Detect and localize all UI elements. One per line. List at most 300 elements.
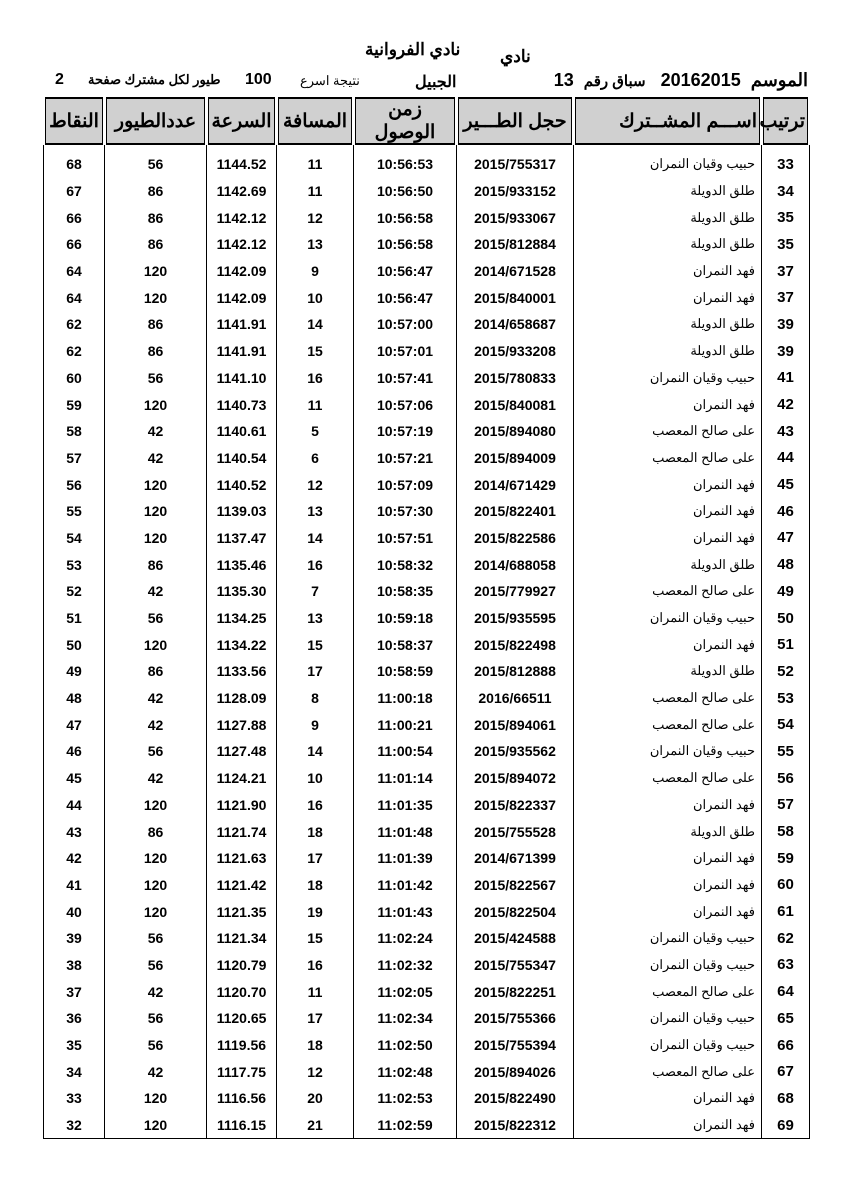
rank-cell: 66 xyxy=(762,1032,810,1059)
participant-name-cell: فهد النمران xyxy=(574,1112,762,1139)
points-cell: 57 xyxy=(44,445,105,472)
distance-cell: 18 xyxy=(277,818,354,845)
speed-cell: 1121.90 xyxy=(207,792,277,819)
bird-count-cell: 42 xyxy=(105,418,207,445)
distance-cell: 15 xyxy=(277,631,354,658)
points-cell: 41 xyxy=(44,872,105,899)
arrival-time-cell: 10:57:21 xyxy=(354,445,457,472)
per-member-label: طيور لكل مشترك صفحة xyxy=(88,72,221,87)
distance-cell: 18 xyxy=(277,872,354,899)
table-row xyxy=(44,311,810,338)
table-row xyxy=(44,1112,810,1139)
speed-cell: 1140.73 xyxy=(207,391,277,418)
ring-number-cell: 2015/933152 xyxy=(457,178,574,205)
speed-cell: 1120.79 xyxy=(207,952,277,979)
distance-cell: 10 xyxy=(277,284,354,311)
rank-cell: 41 xyxy=(762,365,810,392)
distance-cell: 12 xyxy=(277,471,354,498)
points-cell: 51 xyxy=(44,605,105,632)
speed-cell: 1116.15 xyxy=(207,1112,277,1139)
column-header-speed: السرعة xyxy=(207,98,277,145)
table-row xyxy=(44,978,810,1005)
distance-cell: 15 xyxy=(277,338,354,365)
distance-cell: 17 xyxy=(277,845,354,872)
ring-number-cell: 2015/894072 xyxy=(457,765,574,792)
speed-cell: 1133.56 xyxy=(207,658,277,685)
column-header-arrival-time: زمن الوصول xyxy=(354,98,457,145)
distance-cell: 15 xyxy=(277,925,354,952)
fastest-count: 100 xyxy=(245,71,272,88)
speed-cell: 1142.09 xyxy=(207,284,277,311)
distance-cell: 6 xyxy=(277,445,354,472)
points-cell: 66 xyxy=(44,231,105,258)
table-row xyxy=(44,338,810,365)
points-cell: 60 xyxy=(44,365,105,392)
ring-number-cell: 2015/933208 xyxy=(457,338,574,365)
ring-number-cell: 2015/822504 xyxy=(457,898,574,925)
bird-count-cell: 56 xyxy=(105,1032,207,1059)
bird-count-cell: 42 xyxy=(105,685,207,712)
rank-cell: 39 xyxy=(762,338,810,365)
arrival-time-cell: 10:56:50 xyxy=(354,178,457,205)
results-table xyxy=(42,97,811,1139)
rank-cell: 39 xyxy=(762,311,810,338)
bird-count-cell: 86 xyxy=(105,818,207,845)
column-header-rank: ترتيب xyxy=(762,98,810,145)
speed-cell: 1134.25 xyxy=(207,605,277,632)
rank-cell: 33 xyxy=(762,145,810,178)
participant-name-cell: فهد النمران xyxy=(574,498,762,525)
points-cell: 46 xyxy=(44,738,105,765)
participant-name-cell: طلق الدويلة xyxy=(574,658,762,685)
table-row xyxy=(44,631,810,658)
distance-cell: 11 xyxy=(277,978,354,1005)
table-row xyxy=(44,765,810,792)
speed-cell: 1141.91 xyxy=(207,338,277,365)
speed-cell: 1135.30 xyxy=(207,578,277,605)
table-row xyxy=(44,952,810,979)
bird-count-cell: 56 xyxy=(105,365,207,392)
distance-cell: 18 xyxy=(277,1032,354,1059)
table-row xyxy=(44,551,810,578)
speed-cell: 1116.56 xyxy=(207,1085,277,1112)
arrival-time-cell: 11:02:48 xyxy=(354,1058,457,1085)
participant-name-cell: فهد النمران xyxy=(574,1085,762,1112)
bird-count-cell: 120 xyxy=(105,898,207,925)
bird-count-cell: 120 xyxy=(105,631,207,658)
table-row xyxy=(44,204,810,231)
race-number: 13 xyxy=(553,70,574,90)
ring-number-cell: 2015/812888 xyxy=(457,658,574,685)
ring-number-cell: 2014/671399 xyxy=(457,845,574,872)
speed-cell: 1140.52 xyxy=(207,471,277,498)
rank-cell: 65 xyxy=(762,1005,810,1032)
speed-cell: 1137.47 xyxy=(207,525,277,552)
points-cell: 35 xyxy=(44,1032,105,1059)
points-cell: 64 xyxy=(44,258,105,285)
points-cell: 66 xyxy=(44,204,105,231)
table-row xyxy=(44,792,810,819)
points-cell: 62 xyxy=(44,311,105,338)
participant-name-cell: حبيب وقيان النمران xyxy=(574,1005,762,1032)
ring-number-cell: 2015/755317 xyxy=(457,145,574,178)
rank-cell: 60 xyxy=(762,872,810,899)
arrival-time-cell: 10:57:51 xyxy=(354,525,457,552)
distance-cell: 5 xyxy=(277,418,354,445)
points-cell: 34 xyxy=(44,1058,105,1085)
rank-cell: 45 xyxy=(762,471,810,498)
distance-cell: 11 xyxy=(277,145,354,178)
speed-cell: 1121.35 xyxy=(207,898,277,925)
rank-cell: 64 xyxy=(762,978,810,1005)
points-cell: 36 xyxy=(44,1005,105,1032)
participant-name-cell: فهد النمران xyxy=(574,898,762,925)
distance-cell: 13 xyxy=(277,498,354,525)
bird-count-cell: 56 xyxy=(105,145,207,178)
distance-cell: 17 xyxy=(277,1005,354,1032)
rank-cell: 59 xyxy=(762,845,810,872)
arrival-time-cell: 11:00:18 xyxy=(354,685,457,712)
rank-cell: 62 xyxy=(762,925,810,952)
participant-name-cell: طلق الدويلة xyxy=(574,178,762,205)
rank-cell: 46 xyxy=(762,498,810,525)
rank-cell: 43 xyxy=(762,418,810,445)
points-cell: 68 xyxy=(44,145,105,178)
participant-name-cell: فهد النمران xyxy=(574,872,762,899)
bird-count-cell: 120 xyxy=(105,498,207,525)
participant-name-cell: حبيب وقيان النمران xyxy=(574,365,762,392)
rank-cell: 42 xyxy=(762,391,810,418)
distance-cell: 11 xyxy=(277,391,354,418)
column-header-participant-name: اســـم المشــترك xyxy=(574,98,762,145)
arrival-time-cell: 10:58:59 xyxy=(354,658,457,685)
header-row xyxy=(44,98,810,145)
speed-cell: 1127.88 xyxy=(207,711,277,738)
speed-cell: 1140.54 xyxy=(207,445,277,472)
bird-count-cell: 42 xyxy=(105,711,207,738)
rank-cell: 50 xyxy=(762,605,810,632)
distance-cell: 16 xyxy=(277,792,354,819)
table-row xyxy=(44,685,810,712)
speed-cell: 1121.63 xyxy=(207,845,277,872)
rank-cell: 69 xyxy=(762,1112,810,1139)
arrival-time-cell: 10:56:53 xyxy=(354,145,457,178)
column-header-distance: المسافة xyxy=(277,98,354,145)
table-row xyxy=(44,284,810,311)
table-row xyxy=(44,525,810,552)
ring-number-cell: 2015/755347 xyxy=(457,952,574,979)
table-row xyxy=(44,605,810,632)
speed-cell: 1135.46 xyxy=(207,551,277,578)
speed-cell: 1120.70 xyxy=(207,978,277,1005)
arrival-time-cell: 11:01:48 xyxy=(354,818,457,845)
table-row xyxy=(44,365,810,392)
rank-cell: 58 xyxy=(762,818,810,845)
points-cell: 62 xyxy=(44,338,105,365)
ring-number-cell: 2016/66511 xyxy=(457,685,574,712)
points-cell: 52 xyxy=(44,578,105,605)
speed-cell: 1139.03 xyxy=(207,498,277,525)
bird-count-cell: 120 xyxy=(105,1112,207,1139)
rank-cell: 57 xyxy=(762,792,810,819)
table-row xyxy=(44,231,810,258)
rank-cell: 35 xyxy=(762,204,810,231)
speed-cell: 1120.65 xyxy=(207,1005,277,1032)
points-cell: 33 xyxy=(44,1085,105,1112)
ring-number-cell: 2015/935562 xyxy=(457,738,574,765)
participant-name-cell: طلق الدويلة xyxy=(574,231,762,258)
arrival-time-cell: 11:01:42 xyxy=(354,872,457,899)
bird-count-cell: 56 xyxy=(105,738,207,765)
bird-count-cell: 120 xyxy=(105,872,207,899)
bird-count-cell: 120 xyxy=(105,1085,207,1112)
ring-number-cell: 2014/671429 xyxy=(457,471,574,498)
table-row xyxy=(44,145,810,178)
distance-cell: 19 xyxy=(277,898,354,925)
arrival-time-cell: 11:01:43 xyxy=(354,898,457,925)
points-cell: 32 xyxy=(44,1112,105,1139)
table-row xyxy=(44,445,810,472)
arrival-time-cell: 10:56:58 xyxy=(354,231,457,258)
distance-cell: 21 xyxy=(277,1112,354,1139)
ring-number-cell: 2015/822251 xyxy=(457,978,574,1005)
participant-name-cell: طلق الدويلة xyxy=(574,551,762,578)
ring-number-cell: 2015/894026 xyxy=(457,1058,574,1085)
bird-count-cell: 120 xyxy=(105,258,207,285)
speed-cell: 1141.10 xyxy=(207,365,277,392)
ring-number-cell: 2015/822337 xyxy=(457,792,574,819)
bird-count-cell: 56 xyxy=(105,952,207,979)
rank-cell: 52 xyxy=(762,658,810,685)
speed-cell: 1121.42 xyxy=(207,872,277,899)
distance-cell: 11 xyxy=(277,178,354,205)
distance-cell: 12 xyxy=(277,204,354,231)
rank-cell: 48 xyxy=(762,551,810,578)
table-row xyxy=(44,471,810,498)
speed-cell: 1140.61 xyxy=(207,418,277,445)
participant-name-cell: طلق الدويلة xyxy=(574,338,762,365)
speed-cell: 1142.12 xyxy=(207,231,277,258)
rank-cell: 67 xyxy=(762,1058,810,1085)
arrival-time-cell: 10:58:32 xyxy=(354,551,457,578)
page-number: 2 xyxy=(55,71,64,88)
points-cell: 37 xyxy=(44,978,105,1005)
participant-name-cell: حبيب وقيان النمران xyxy=(574,1032,762,1059)
participant-name-cell: فهد النمران xyxy=(574,391,762,418)
participant-name-cell: على صالح المعصب xyxy=(574,1058,762,1085)
bird-count-cell: 42 xyxy=(105,765,207,792)
bird-count-cell: 86 xyxy=(105,204,207,231)
arrival-time-cell: 10:57:19 xyxy=(354,418,457,445)
table-row xyxy=(44,578,810,605)
speed-cell: 1141.91 xyxy=(207,311,277,338)
points-cell: 39 xyxy=(44,925,105,952)
ring-number-cell: 2015/812884 xyxy=(457,231,574,258)
arrival-time-cell: 11:02:34 xyxy=(354,1005,457,1032)
participant-name-cell: طلق الدويلة xyxy=(574,818,762,845)
points-cell: 47 xyxy=(44,711,105,738)
ring-number-cell: 2015/424588 xyxy=(457,925,574,952)
arrival-time-cell: 10:57:09 xyxy=(354,471,457,498)
bird-count-cell: 86 xyxy=(105,338,207,365)
arrival-time-cell: 11:02:53 xyxy=(354,1085,457,1112)
points-cell: 67 xyxy=(44,178,105,205)
arrival-time-cell: 10:57:00 xyxy=(354,311,457,338)
ring-number-cell: 2015/822401 xyxy=(457,498,574,525)
bird-count-cell: 86 xyxy=(105,311,207,338)
table-row xyxy=(44,738,810,765)
season-line xyxy=(554,70,808,91)
distance-cell: 16 xyxy=(277,365,354,392)
ring-number-cell: 2015/755394 xyxy=(457,1032,574,1059)
rank-cell: 37 xyxy=(762,258,810,285)
arrival-time-cell: 10:56:47 xyxy=(354,258,457,285)
ring-number-cell: 2015/840001 xyxy=(457,284,574,311)
table-row xyxy=(44,658,810,685)
arrival-time-cell: 10:59:18 xyxy=(354,605,457,632)
participant-name-cell: حبيب وقيان النمران xyxy=(574,738,762,765)
arrival-time-cell: 10:57:41 xyxy=(354,365,457,392)
bird-count-cell: 86 xyxy=(105,551,207,578)
distance-cell: 12 xyxy=(277,1058,354,1085)
ring-number-cell: 2014/658687 xyxy=(457,311,574,338)
points-cell: 48 xyxy=(44,685,105,712)
participant-name-cell: على صالح المعصب xyxy=(574,418,762,445)
distance-cell: 14 xyxy=(277,525,354,552)
race-location: الجبيل xyxy=(415,74,457,91)
points-cell: 44 xyxy=(44,792,105,819)
ring-number-cell: 2014/671528 xyxy=(457,258,574,285)
ring-number-cell: 2015/779927 xyxy=(457,578,574,605)
bird-count-cell: 120 xyxy=(105,284,207,311)
club-name: نادي الفروانية xyxy=(365,40,461,59)
rank-cell: 47 xyxy=(762,525,810,552)
arrival-time-cell: 10:58:35 xyxy=(354,578,457,605)
distance-cell: 8 xyxy=(277,685,354,712)
rank-cell: 55 xyxy=(762,738,810,765)
arrival-time-cell: 10:58:37 xyxy=(354,631,457,658)
bird-count-cell: 56 xyxy=(105,1005,207,1032)
table-row xyxy=(44,711,810,738)
rank-cell: 44 xyxy=(762,445,810,472)
club-label: نادي xyxy=(500,47,531,66)
table-row xyxy=(44,258,810,285)
participant-name-cell: على صالح المعصب xyxy=(574,711,762,738)
points-cell: 42 xyxy=(44,845,105,872)
arrival-time-cell: 11:01:39 xyxy=(354,845,457,872)
points-cell: 53 xyxy=(44,551,105,578)
distance-cell: 20 xyxy=(277,1085,354,1112)
distance-cell: 14 xyxy=(277,311,354,338)
arrival-time-cell: 11:00:21 xyxy=(354,711,457,738)
bird-count-cell: 56 xyxy=(105,605,207,632)
ring-number-cell: 2015/755528 xyxy=(457,818,574,845)
points-cell: 56 xyxy=(44,471,105,498)
distance-cell: 9 xyxy=(277,258,354,285)
bird-count-cell: 120 xyxy=(105,792,207,819)
table-row xyxy=(44,1005,810,1032)
speed-cell: 1142.69 xyxy=(207,178,277,205)
bird-count-cell: 56 xyxy=(105,925,207,952)
participant-name-cell: على صالح المعصب xyxy=(574,765,762,792)
arrival-time-cell: 10:57:06 xyxy=(354,391,457,418)
speed-cell: 1121.34 xyxy=(207,925,277,952)
participant-name-cell: فهد النمران xyxy=(574,471,762,498)
participant-name-cell: على صالح المعصب xyxy=(574,445,762,472)
ring-number-cell: 2015/935595 xyxy=(457,605,574,632)
ring-number-cell: 2015/894009 xyxy=(457,445,574,472)
table-row xyxy=(44,1032,810,1059)
speed-cell: 1127.48 xyxy=(207,738,277,765)
distance-cell: 13 xyxy=(277,231,354,258)
rank-cell: 68 xyxy=(762,1085,810,1112)
rank-cell: 54 xyxy=(762,711,810,738)
points-cell: 45 xyxy=(44,765,105,792)
distance-cell: 7 xyxy=(277,578,354,605)
ring-number-cell: 2015/894080 xyxy=(457,418,574,445)
table-row xyxy=(44,845,810,872)
points-cell: 64 xyxy=(44,284,105,311)
distance-cell: 16 xyxy=(277,551,354,578)
speed-cell: 1119.56 xyxy=(207,1032,277,1059)
rank-cell: 51 xyxy=(762,631,810,658)
points-cell: 50 xyxy=(44,631,105,658)
rank-cell: 56 xyxy=(762,765,810,792)
arrival-time-cell: 11:02:50 xyxy=(354,1032,457,1059)
table-row xyxy=(44,1085,810,1112)
bird-count-cell: 42 xyxy=(105,1058,207,1085)
arrival-time-cell: 11:01:14 xyxy=(354,765,457,792)
participant-name-cell: على صالح المعصب xyxy=(574,978,762,1005)
points-cell: 54 xyxy=(44,525,105,552)
participant-name-cell: فهد النمران xyxy=(574,631,762,658)
table-row xyxy=(44,818,810,845)
bird-count-cell: 42 xyxy=(105,445,207,472)
ring-number-cell: 2015/822567 xyxy=(457,872,574,899)
speed-cell: 1134.22 xyxy=(207,631,277,658)
participant-name-cell: طلق الدويلة xyxy=(574,204,762,231)
participant-name-cell: طلق الدويلة xyxy=(574,311,762,338)
ring-number-cell: 2015/933067 xyxy=(457,204,574,231)
column-header-points: النقاط xyxy=(44,98,105,145)
participant-name-cell: فهد النمران xyxy=(574,525,762,552)
table-row xyxy=(44,178,810,205)
race-label: سباق رقم xyxy=(583,73,646,90)
ring-number-cell: 2015/822490 xyxy=(457,1085,574,1112)
ring-number-cell: 2015/755366 xyxy=(457,1005,574,1032)
bird-count-cell: 42 xyxy=(105,978,207,1005)
table-row xyxy=(44,498,810,525)
rank-cell: 49 xyxy=(762,578,810,605)
arrival-time-cell: 11:02:05 xyxy=(354,978,457,1005)
points-cell: 49 xyxy=(44,658,105,685)
rank-cell: 35 xyxy=(762,231,810,258)
rank-cell: 37 xyxy=(762,284,810,311)
ring-number-cell: 2015/822312 xyxy=(457,1112,574,1139)
bird-count-cell: 86 xyxy=(105,658,207,685)
column-header-ring-number: حجل الطـــير xyxy=(457,98,574,145)
points-cell: 38 xyxy=(44,952,105,979)
distance-cell: 13 xyxy=(277,605,354,632)
speed-cell: 1142.09 xyxy=(207,258,277,285)
bird-count-cell: 120 xyxy=(105,845,207,872)
season-label: الموسم xyxy=(750,70,808,90)
bird-count-cell: 86 xyxy=(105,231,207,258)
ring-number-cell: 2015/822498 xyxy=(457,631,574,658)
speed-cell: 1124.21 xyxy=(207,765,277,792)
distance-cell: 9 xyxy=(277,711,354,738)
rank-cell: 34 xyxy=(762,178,810,205)
